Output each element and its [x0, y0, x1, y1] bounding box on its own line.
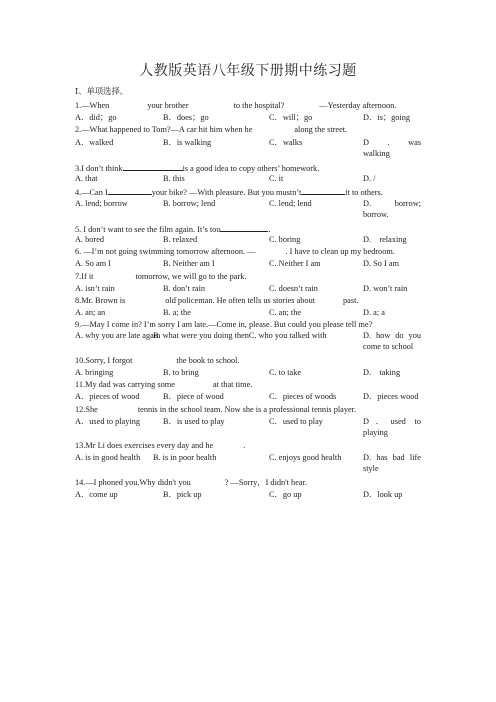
question-text: 5. I don’t want to see the film again. It’s too — [75, 224, 221, 234]
option-d: D. how do you come to school — [363, 331, 421, 352]
option-d: D. taking — [363, 367, 401, 377]
option-c: C．used to play — [269, 416, 323, 426]
question-stem — [75, 355, 421, 367]
answer-options — [75, 416, 421, 440]
option-c: C. doesn’t rain — [269, 283, 318, 293]
option-d: D．look up — [363, 489, 403, 499]
option-b: B. is in poor health — [153, 453, 217, 463]
option-d: D . was walking — [363, 137, 421, 158]
question-text: to the hospital? — [233, 101, 285, 110]
question-text: old policeman. He often tells us stories about — [165, 296, 316, 306]
question-text: 12.She — [75, 404, 98, 414]
question-text: 3.I don’t think — [75, 163, 123, 173]
question-text: ? —Sorry，I didn't hear. — [224, 477, 307, 487]
option-a: A. that — [75, 174, 98, 184]
question-stem — [75, 185, 421, 197]
option-a: A．used to playing — [75, 416, 140, 426]
option-c: C. lend; lend — [269, 198, 312, 208]
question-text: 6. —I’m not going swimming tomorrow afternoon. — — [75, 247, 256, 257]
question-text: 9.—May I come in? I’m sorry I am late.—Come in, please. But could you please tell me — [75, 320, 369, 330]
question-stem — [75, 477, 421, 489]
question-stem — [75, 246, 421, 258]
question-text: the book to school. — [176, 355, 240, 365]
question-stem — [75, 404, 421, 416]
question-text: at that time. — [212, 380, 253, 390]
option-d: D．pieces wood — [363, 392, 419, 402]
answer-blank — [220, 222, 271, 234]
option-b: B. a; the — [163, 308, 191, 318]
option-a: A. an; an — [75, 308, 106, 318]
question-text: 7.If it — [75, 271, 94, 281]
option-b: B．piece of wood — [163, 392, 224, 402]
answer-options — [75, 234, 421, 246]
option-a: A. why you are late again — [75, 331, 161, 341]
question-text: . I have to clean up my bedroom. — [285, 247, 395, 257]
question-text: . — [268, 224, 271, 234]
question-text: tomorrow, we will go to the park. — [135, 271, 247, 281]
page-title: 人教版英语八年级下册期中练习题 — [139, 64, 357, 79]
question-text: . — [243, 441, 246, 451]
question-text: 13.Mr Li does exercises every day and he — [75, 441, 214, 451]
question-text: it to others. — [345, 188, 383, 198]
option-a: A. is in good health — [75, 453, 141, 463]
option-a: A．walked — [75, 137, 114, 147]
option-d: D．used to playing — [363, 416, 421, 437]
option-a: A. bringing — [75, 367, 114, 377]
question-text: 4.—Can I — [75, 188, 108, 198]
answer-options — [75, 112, 421, 124]
question-text: your brother — [147, 101, 189, 110]
answer-options — [75, 137, 421, 161]
option-c: C. it — [269, 174, 284, 184]
option-c: C. to take — [269, 367, 302, 377]
question-text: 10.Sorry, I forgot — [75, 355, 133, 365]
answer-options — [75, 258, 421, 270]
question-text: 14.—I phoned you.Why didn't you — [75, 477, 191, 487]
option-b: B. to bring — [163, 367, 199, 377]
option-a: A．come up — [75, 489, 118, 499]
option-d: D. So I am — [363, 259, 399, 269]
question-text: tennis in the school team. Now she is a professional tennis player. — [137, 404, 357, 414]
question-stem — [75, 100, 421, 112]
question-text: 1.—When — [75, 101, 110, 110]
answer-options — [75, 367, 421, 379]
question-text: your bike? —With pleasure. But you mustn’t — [151, 188, 302, 198]
option-d: D．is；going — [363, 113, 411, 123]
question-stem — [75, 440, 421, 452]
option-c: C. Neither I am — [269, 259, 321, 269]
question-text: 11.My dad was carrying some — [75, 380, 175, 390]
answer-options — [75, 391, 421, 403]
question-stem — [75, 271, 421, 283]
option-c: C．will；go — [269, 113, 313, 123]
section-heading: Ⅰ、单项选择。 — [75, 87, 129, 96]
option-c: C．pieces of woods — [269, 392, 337, 402]
question-stem — [75, 161, 421, 173]
answer-options — [75, 452, 421, 476]
option-a: A. So am I — [75, 259, 111, 269]
question-list — [75, 100, 421, 501]
option-b: B. borrow; lend — [163, 198, 216, 208]
question-text: ? — [368, 320, 373, 330]
question-text: is a good idea to copy others’ homework. — [182, 163, 320, 173]
option-b: B．does；go — [163, 113, 209, 123]
option-c: C．walks — [269, 137, 303, 147]
option-b: B. relaxed — [163, 235, 198, 245]
answer-options — [75, 307, 421, 319]
option-b: B. what were you doing thenC. who you talked with — [153, 331, 327, 341]
question-text: 8.Mr. Brown is — [75, 296, 126, 306]
option-a: A．did；go — [75, 113, 117, 123]
option-d: D. / — [363, 174, 376, 184]
question-stem — [75, 379, 421, 391]
question-text: along the street. — [294, 125, 348, 135]
option-b: B．pick up — [163, 489, 202, 499]
option-a: A. bored — [75, 235, 105, 245]
question-stem — [75, 319, 421, 330]
option-b: B．is walking — [163, 137, 212, 147]
answer-options — [75, 173, 421, 185]
option-d: D. won’t rain — [363, 283, 408, 293]
answer-options — [75, 283, 421, 295]
answer-blank — [108, 185, 152, 195]
option-d: D. relaxing — [363, 235, 407, 245]
answer-options — [75, 489, 421, 501]
answer-blank — [301, 185, 345, 195]
answer-options — [75, 198, 421, 222]
option-b: B. don’t rain — [163, 283, 206, 293]
option-c: C. boring — [269, 235, 301, 245]
question-stem — [75, 124, 421, 136]
option-b: B. this — [163, 174, 185, 184]
option-c: C．go up — [269, 489, 302, 499]
option-d: D. a; a — [363, 308, 385, 318]
option-d: D. borrow; borrow. — [363, 198, 421, 219]
question-text: past. — [343, 296, 359, 306]
answer-blank — [123, 161, 183, 171]
option-c: C. enjoys good health — [269, 453, 342, 463]
question-stem — [75, 222, 421, 234]
option-b: B．is used to play — [163, 416, 225, 426]
answer-options — [75, 330, 421, 354]
option-b: B. Neither am I — [163, 259, 215, 269]
option-d: D. has bad life style — [363, 453, 421, 474]
option-c: C. an; the — [269, 308, 302, 318]
question-text: 2.—What happened to Tom?—A car hit him when he — [75, 125, 253, 135]
question-stem — [75, 295, 421, 307]
option-a: A．pieces of wood — [75, 392, 140, 402]
option-a: A. isn’t rain — [75, 283, 115, 293]
option-a: A. lend; borrow — [75, 198, 128, 208]
question-text: —Yesterday afternoon. — [319, 101, 397, 110]
